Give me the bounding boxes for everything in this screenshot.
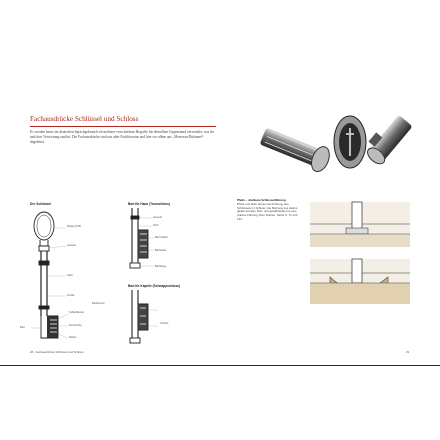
key-label: Schließkante	[69, 311, 84, 314]
key-label: Reifen	[69, 336, 77, 339]
title-underline	[30, 126, 216, 127]
hollow-bit-label: Gesenk	[153, 216, 162, 219]
chest-bit-label: Vorbart	[160, 322, 169, 325]
right-folio: 29	[406, 350, 410, 354]
pipe-drawing-upper	[310, 202, 410, 247]
photo-caption	[237, 199, 303, 222]
hollow-bit-heading: Bart für Haus (Tourschloss)	[128, 202, 170, 206]
key-label: Schaft	[67, 294, 75, 297]
left-page	[0, 74, 220, 365]
chest-bit-label: Bartformen	[92, 302, 105, 305]
key-label: Einschnitte	[69, 324, 82, 327]
key-label: Bart	[20, 326, 25, 329]
bottom-border-line	[0, 365, 440, 366]
page-title: Fachausdrücke Schlüssel und Schloss	[30, 115, 139, 123]
key-barrel-photo	[250, 104, 420, 194]
key-diagram-heading: Der Schlüssel	[30, 202, 52, 206]
hollow-bit-label: Bartbreite	[155, 249, 167, 252]
chest-bit-diagram	[126, 290, 169, 350]
hollow-bit-label: Bartlänge	[155, 265, 167, 268]
intro-paragraph: Es werden heute im deutschen Sprachgebrauch oft mehrere verschiedene Begriffe für denselben Gegenstand verwendet, was da und dort Verwirrung auslöst. Die Fachausdrücke sind aus alter Fachliteratur und hier vor allem aus „Monceau-Duhamel“ abgeleitet.	[30, 130, 214, 144]
key-label: Halm	[67, 274, 74, 277]
hollow-bit-label: Bart-Reifen	[155, 236, 169, 239]
photo-caption-heading: Pfeife – drehbare Schlüsselführung	[237, 198, 286, 202]
pipe-drawing-lower	[310, 259, 410, 304]
photo-caption-text: Pfeife und Rohr dienen der Führung des Schlüssels im Schloss; die Bohrung des Halms gleitet auf dem Dorn und gewährleistet so eine präzise Führung beim Drehen. Siehe S. 71 und 133	[237, 201, 298, 221]
key-label: Reide (Griff)	[67, 225, 82, 228]
chest-bit-heading: Bart für Kapelle (Schnappschloss)	[128, 284, 181, 288]
right-page	[220, 74, 440, 365]
left-folio: 28 · Fachausdrücke Schlüssel und Schloss	[30, 350, 84, 354]
hollow-bit-label: Rohr	[153, 224, 159, 227]
key-label: Gesenk	[67, 244, 76, 247]
book-spread	[0, 74, 440, 365]
